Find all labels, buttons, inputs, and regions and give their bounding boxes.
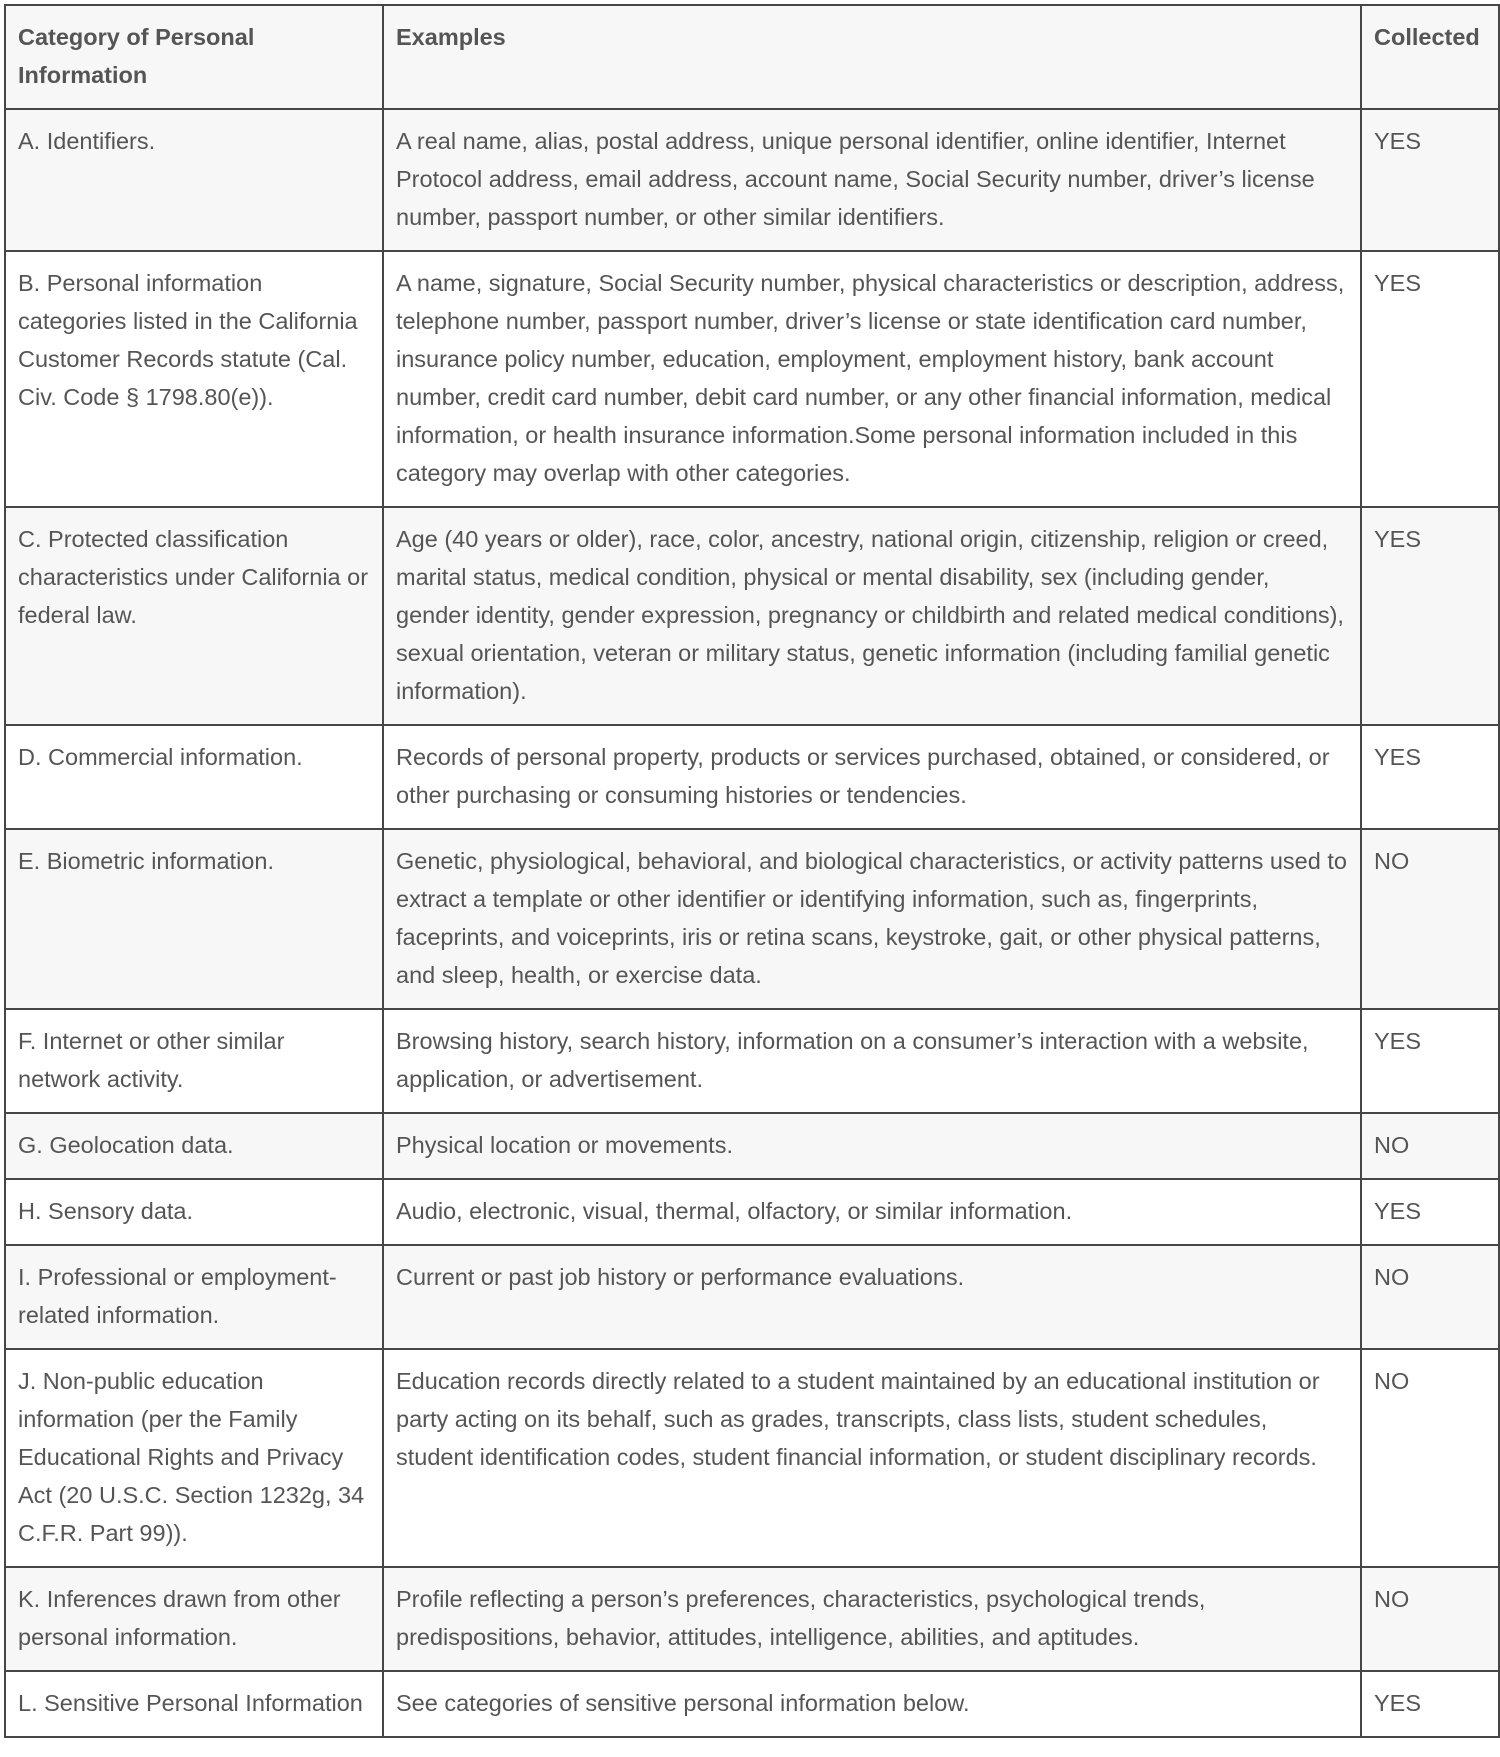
examples-cell: Age (40 years or older), race, color, ancestry, national origin, citizenship, religion or creed, marital status, medical condition, physical or mental disability, sex (including gender, gender identity, gender expression, pregnancy or childbirth and related medical conditions), sexual orientation, veteran or military status, genetic information (including familial genetic information). [383,507,1361,725]
collected-cell: NO [1361,1245,1499,1349]
table-row [5,1009,1499,1113]
examples-cell: A name, signature, Social Security number, physical characteristics or description, address, telephone number, passport number, driver’s license or state identification card number, insurance policy number, education, employment, employment history, bank account number, credit card number, debit card number, or any other financial information, medical information, or health insurance information.Some personal information included in this category may overlap with other categories. [383,251,1361,507]
examples-cell: Profile reflecting a person’s preferences, characteristics, psychological trends, predispositions, behavior, attitudes, intelligence, abilities, and aptitudes. [383,1567,1361,1671]
header-examples: Examples [383,5,1361,109]
category-cell: B. Personal information categories listed in the California Customer Records statute (Cal. Civ. Code § 1798.80(e)). [5,251,383,507]
examples-cell: Genetic, physiological, behavioral, and biological characteristics, or activity patterns used to extract a template or other identifier or identifying information, such as, fingerprints, faceprints, and voiceprints, iris or retina scans, keystroke, gait, or other physical patterns, and sleep, health, or exercise data. [383,829,1361,1009]
category-cell: F. Internet or other similar network activity. [5,1009,383,1113]
examples-cell: Current or past job history or performance evaluations. [383,1245,1361,1349]
collected-cell: YES [1361,251,1499,507]
table-row [5,725,1499,829]
header-category: Category of Personal Information [5,5,383,109]
category-cell: I. Professional or employment-related information. [5,1245,383,1349]
personal-info-table-container [4,4,1500,1738]
table-row [5,507,1499,725]
table-row [5,109,1499,251]
collected-cell: YES [1361,507,1499,725]
table-row [5,251,1499,507]
category-cell: G. Geolocation data. [5,1113,383,1179]
table-row [5,1245,1499,1349]
examples-cell: A real name, alias, postal address, unique personal identifier, online identifier, Internet Protocol address, email address, account name, Social Security number, driver’s license number, passport number, or other similar identifiers. [383,109,1361,251]
category-cell: E. Biometric information. [5,829,383,1009]
collected-cell: NO [1361,1567,1499,1671]
collected-cell: YES [1361,109,1499,251]
examples-cell: Browsing history, search history, information on a consumer’s interaction with a website, application, or advertisement. [383,1009,1361,1113]
category-cell: J. Non-public education information (per the Family Educational Rights and Privacy Act (20 U.S.C. Section 1232g, 34 C.F.R. Part 99)). [5,1349,383,1567]
category-cell: H. Sensory data. [5,1179,383,1245]
collected-cell: YES [1361,1179,1499,1245]
table-row [5,1349,1499,1567]
category-cell: K. Inferences drawn from other personal information. [5,1567,383,1671]
table-row [5,1567,1499,1671]
collected-cell: YES [1361,1009,1499,1113]
collected-cell: YES [1361,1671,1499,1737]
table-row [5,1113,1499,1179]
category-cell: L. Sensitive Personal Information [5,1671,383,1737]
collected-cell: NO [1361,1113,1499,1179]
personal-info-table [4,4,1500,1738]
collected-cell: NO [1361,1349,1499,1567]
collected-cell: YES [1361,725,1499,829]
table-row [5,829,1499,1009]
examples-cell: Audio, electronic, visual, thermal, olfactory, or similar information. [383,1179,1361,1245]
category-cell: A. Identifiers. [5,109,383,251]
category-cell: D. Commercial information. [5,725,383,829]
category-cell: C. Protected classification characteristics under California or federal law. [5,507,383,725]
table-row [5,1179,1499,1245]
examples-cell: Education records directly related to a student maintained by an educational institution or party acting on its behalf, such as grades, transcripts, class lists, student schedules, student identification codes, student financial information, or student disciplinary records. [383,1349,1361,1567]
table-body [5,109,1499,1737]
collected-cell: NO [1361,829,1499,1009]
header-collected: Collected [1361,5,1499,109]
table-header [5,5,1499,109]
table-row [5,1671,1499,1737]
examples-cell: See categories of sensitive personal information below. [383,1671,1361,1737]
header-row [5,5,1499,109]
examples-cell: Physical location or movements. [383,1113,1361,1179]
examples-cell: Records of personal property, products or services purchased, obtained, or considered, or other purchasing or consuming histories or tendencies. [383,725,1361,829]
